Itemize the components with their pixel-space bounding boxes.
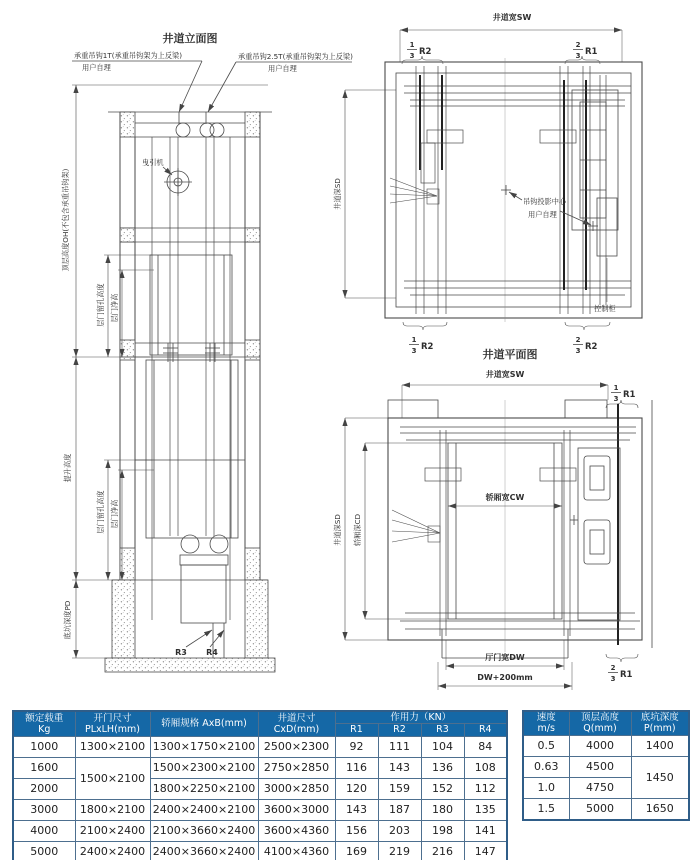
cell-r2: 159 — [378, 778, 421, 799]
cell-r3: 216 — [421, 841, 464, 860]
cell-r3: 180 — [421, 799, 464, 820]
cell-r4: 141 — [464, 820, 507, 841]
cell-r3: 104 — [421, 736, 464, 757]
cell-r3: 136 — [421, 757, 464, 778]
cell-car: 2400×2400×2100 — [150, 799, 258, 820]
plan-bottom-block-left — [388, 400, 438, 418]
table-row — [13, 841, 507, 860]
spec-table — [12, 710, 508, 860]
cell-car: 1500×2300×2100 — [150, 757, 258, 778]
speed-table — [522, 710, 690, 821]
cell-shaft: 3600×4360 — [258, 820, 335, 841]
cell-r2: 143 — [378, 757, 421, 778]
cell-top: 4500 — [569, 756, 631, 777]
svg-text:1: 1 — [613, 384, 619, 392]
plan-view-bottom — [333, 369, 652, 690]
cell-pit: 1400 — [631, 735, 689, 756]
cell-r4: 147 — [464, 841, 507, 860]
elevator-car — [135, 360, 245, 538]
machine-label: 曳引机 — [142, 158, 164, 167]
cell-r2: 203 — [378, 820, 421, 841]
table-row — [523, 798, 689, 820]
sill-bolt-left — [163, 343, 178, 362]
plan-top-counterweight — [572, 90, 618, 230]
r3-label: R3 — [175, 648, 187, 657]
plan-bottom-width-label: 井道宽SW — [485, 370, 525, 379]
svg-text:R2: R2 — [585, 342, 598, 352]
cell-speed: 0.5 — [523, 735, 569, 756]
cell-r1: 92 — [335, 736, 378, 757]
plan-title: 井道平面图 — [482, 348, 538, 361]
col-header-pit-depth: 底坑深度 P(mm) — [631, 711, 689, 735]
table-row — [13, 820, 507, 841]
cell-shaft: 2500×2300 — [258, 736, 335, 757]
cell-load: 3000 — [13, 799, 75, 820]
col-header-force: 作用力（KN） — [335, 711, 507, 724]
cell-car: 1300×1750×2100 — [150, 736, 258, 757]
cell-car: 2100×3660×2400 — [150, 820, 258, 841]
cell-r1: 169 — [335, 841, 378, 860]
car-bottom-pulleys — [180, 535, 228, 658]
plan-top-depth-dimension — [333, 90, 396, 298]
plan-bottom-counterweight — [570, 448, 620, 620]
cell-car: 2400×3660×2400 — [150, 841, 258, 860]
svg-text:3: 3 — [610, 675, 616, 683]
table-row — [523, 756, 689, 777]
svg-text:1: 1 — [411, 336, 417, 344]
elevation-dimensions — [61, 85, 268, 658]
dim-door-hole-top-label: 层门留孔高度 — [96, 283, 105, 327]
hook-left-label: 承重吊钩1T(承重吊钩架为上反梁) — [74, 51, 183, 60]
car-depth-label: 轿厢深CD — [353, 513, 362, 547]
cell-r3: 198 — [421, 820, 464, 841]
upper-landing-door — [150, 255, 232, 355]
r4-label: R4 — [206, 648, 218, 657]
machine-beam — [120, 228, 260, 242]
col-header-r2: R2 — [378, 724, 421, 736]
sill-bolt-right — [205, 343, 220, 362]
hook-annotation-right — [208, 52, 353, 112]
dim-travel-label: 提升高度 — [63, 453, 72, 483]
plan-bottom-beams — [400, 427, 636, 440]
svg-text:R2: R2 — [421, 342, 434, 352]
cell-car: 1800×2250×2100 — [150, 778, 258, 799]
cell-door: 2100×2400 — [75, 820, 150, 841]
cell-door-merged: 1500×2100 — [75, 757, 150, 799]
fraction-top-right — [565, 41, 600, 64]
hook-right-sublabel: 用户自理 — [268, 64, 297, 73]
cell-r1: 116 — [335, 757, 378, 778]
fraction-plan2-bottom-right — [606, 654, 638, 683]
cell-load: 2000 — [13, 778, 75, 799]
door-width-label: 厅门宽DW — [485, 653, 525, 662]
dim-door-hole-bottom-label: 层门留孔高度 — [96, 490, 105, 534]
col-header-door: 开门尺寸 PLxLH(mm) — [75, 711, 150, 736]
cell-shaft: 4100×4360 — [258, 841, 335, 860]
svg-text:R2: R2 — [419, 47, 432, 57]
cell-load: 4000 — [13, 820, 75, 841]
cell-speed: 1.0 — [523, 777, 569, 798]
cell-shaft: 2750×2850 — [258, 757, 335, 778]
overhead-pulleys — [176, 123, 224, 137]
plan-bottom-depth-label: 井道深SD — [333, 514, 342, 546]
cell-r1: 143 — [335, 799, 378, 820]
control-cabinet — [594, 198, 617, 313]
hook-center-label: 吊钩投影中心 — [523, 197, 567, 206]
plan-bottom-block-right — [565, 400, 607, 418]
ropes-and-rails — [152, 137, 230, 620]
cell-shaft: 3600×3000 — [258, 799, 335, 820]
elevation-title: 井道立面图 — [162, 32, 218, 45]
table-row — [13, 757, 507, 778]
svg-text:3: 3 — [613, 395, 619, 403]
col-header-r3: R3 — [421, 724, 464, 736]
fraction-plan2-top-right — [606, 384, 638, 408]
hook-annotation-left — [72, 51, 202, 112]
cell-shaft: 3000×2850 — [258, 778, 335, 799]
plan-top-door-operator — [390, 178, 439, 204]
cell-load: 5000 — [13, 841, 75, 860]
reaction-labels — [175, 630, 224, 657]
table-row — [13, 799, 507, 820]
cell-r3: 152 — [421, 778, 464, 799]
cell-r4: 135 — [464, 799, 507, 820]
door-width-plus-label: DW+200mm — [477, 673, 533, 682]
plan-bottom-door-operator — [392, 510, 440, 542]
cell-r4: 112 — [464, 778, 507, 799]
hook-left-sublabel: 用户自理 — [82, 63, 111, 72]
cell-r4: 84 — [464, 736, 507, 757]
col-header-top-height: 顶层高度 Q(mm) — [569, 711, 631, 735]
cell-pit: 1650 — [631, 798, 689, 820]
cell-top: 4750 — [569, 777, 631, 798]
svg-text:3: 3 — [411, 347, 417, 355]
svg-text:R1: R1 — [585, 47, 598, 57]
table-row — [13, 736, 507, 757]
elevation-view — [61, 31, 353, 672]
cell-load: 1000 — [13, 736, 75, 757]
cell-speed: 0.63 — [523, 756, 569, 777]
dim-door-clear-top-label: 层门净高 — [110, 293, 119, 323]
cell-top: 4000 — [569, 735, 631, 756]
control-cabinet-label: 控制柜 — [594, 304, 616, 313]
svg-text:R1: R1 — [620, 670, 633, 680]
hook-right-label: 承重吊钩2.5T(承重吊钩架为上反梁) — [238, 52, 353, 61]
shaft-top-slab — [108, 112, 272, 137]
cell-load: 1600 — [13, 757, 75, 778]
col-header-car: 轿厢规格 AxB(mm) — [150, 711, 258, 736]
traction-machine — [142, 158, 192, 196]
cell-r2: 111 — [378, 736, 421, 757]
hook-projection-annotation — [501, 185, 598, 231]
svg-text:3: 3 — [409, 52, 415, 60]
col-header-speed: 速度 m/s — [523, 711, 569, 735]
cell-r4: 108 — [464, 757, 507, 778]
svg-text:R1: R1 — [623, 390, 636, 400]
plan-view-top — [333, 12, 642, 361]
dim-overhead-label: 顶层高度OH(不包含承重吊钩架) — [61, 168, 70, 272]
dim-pit-label: 底坑深度PD — [63, 600, 72, 640]
cell-r1: 120 — [335, 778, 378, 799]
svg-text:2: 2 — [575, 41, 581, 49]
plan-top-depth-label: 井道深SD — [333, 178, 342, 210]
cell-door: 2400×2400 — [75, 841, 150, 860]
cell-r2: 219 — [378, 841, 421, 860]
svg-text:3: 3 — [575, 347, 581, 355]
cell-top: 5000 — [569, 798, 631, 820]
plan-bottom-left-dimensions — [333, 418, 448, 640]
cell-door: 1300×2100 — [75, 736, 150, 757]
cell-pit-merged: 1450 — [631, 756, 689, 798]
mid-floor-sill — [120, 343, 260, 362]
table-row — [523, 735, 689, 756]
dim-door-clear-bottom-label: 层门净高 — [110, 499, 119, 529]
col-header-shaft: 井道尺寸 CxD(mm) — [258, 711, 335, 736]
cell-door: 1800×2100 — [75, 799, 150, 820]
svg-text:3: 3 — [575, 52, 581, 60]
col-header-load: 额定载重 Kg — [13, 711, 75, 736]
fraction-bottom-left — [403, 322, 447, 355]
fraction-top-left — [402, 41, 443, 64]
fraction-bottom-right — [565, 322, 610, 355]
col-header-r4: R4 — [464, 724, 507, 736]
cell-r2: 187 — [378, 799, 421, 820]
col-header-r1: R1 — [335, 724, 378, 736]
car-width-label: 轿厢宽CW — [485, 493, 525, 502]
cell-speed: 1.5 — [523, 798, 569, 820]
plan-top-width-label: 井道宽SW — [492, 13, 532, 22]
svg-text:1: 1 — [409, 41, 415, 49]
svg-text:2: 2 — [575, 336, 581, 344]
hook-center-sublabel: 用户自理 — [528, 210, 557, 219]
cell-r1: 156 — [335, 820, 378, 841]
pit — [105, 548, 275, 672]
svg-text:2: 2 — [610, 664, 616, 672]
